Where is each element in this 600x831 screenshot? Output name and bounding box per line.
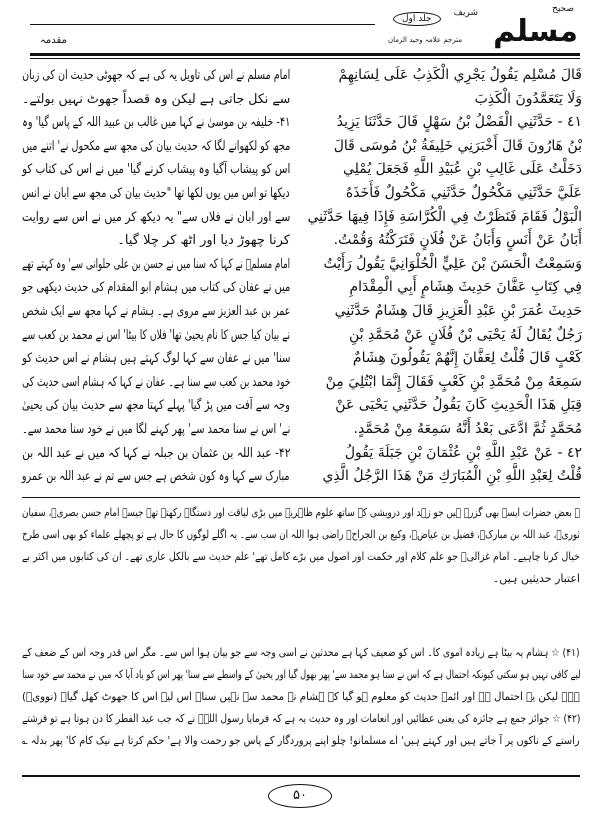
arabic-line-text: كَعْبٍ قَالَ قُلْتُ لِعَفَّانَ إِنَّهُمْ يَقُولُونَ هِشَامٌ	[352, 350, 582, 367]
header-thin-rule	[30, 58, 580, 59]
footnote-general	[22, 502, 580, 590]
arabic-line-text: مُحَمَّدٍ ثُمَّ ادَّعَى بَعْدُ أَنَّهُ سَمِعَهُ مِنْ مُحَمَّدٍ.	[353, 420, 582, 437]
arabic-line	[300, 88, 582, 112]
translator-line: مترجم علامہ وحید الزمان	[388, 36, 463, 44]
urdu-line	[22, 324, 290, 348]
arabic-line	[300, 465, 582, 489]
arabic-line-text: وَسَمِعْتُ الْحَسَنَ بْنَ عَلِيٍّ الْحُلْوَانِيَّ يَقُولُ رَأَيْتُ	[323, 255, 582, 272]
header-thick-rule	[30, 53, 580, 56]
arabic-line-text: سَمِعَهُ مِنْ مُحَمَّدِ بْنِ كَعْبٍ فَقَالَ إِنَّمَا ابْتُلِيَ مِنْ	[325, 373, 582, 390]
footnote-line	[22, 642, 580, 664]
urdu-line-text: ۴۲- عبد اللہ بن عثمان بن جبلہ نے کہا کہ میں نے عبد اللہ بن	[21, 445, 290, 461]
footnote-line	[22, 686, 580, 708]
arabic-line-text: رَجُلٌ يُقَالُ لَهُ يَحْيَى بْنُ فُلَانٍ عَنْ مُحَمَّدِ بْنِ	[348, 326, 582, 343]
footnote-line-text: لیے کافی نہیں ہو سکتی کیونکہ احتمال ہے کہ اس نے سنا ہو محمد سے' پھر بھول گیا اور یحییٰ کے واسطے سے سنا' پھر اس کو یاد آیا کہ میں نے محمد سے خود سنا	[21, 668, 580, 681]
footnote-line-text: راستے کے ناکوں پر آ جاتے ہیں اور کہتے ہیں' اے مسلمانو! چلو اپنے پروردگار کے پاس جو رحمت والا ہے' حکم کرتا ہے نیک کام کا' پھر بدلہ ؎	[22, 734, 580, 747]
urdu-line-text: وجہ سے آفت میں پڑ گیا' پہلے کہتا مجھ سے حدیث بیان کی یحییٰ	[22, 398, 290, 414]
arabic-line	[300, 206, 582, 230]
footnote-line	[22, 546, 580, 568]
urdu-line-text: سے نکل جاتی ہے لیکن وہ قصداً جھوٹ نہیں بولتے۔	[21, 91, 290, 107]
urdu-line-text: مبارک سے کہا وہ کون شخص ہے جس سے تم نے عبد اللہ بن عمرو	[22, 469, 290, 485]
arabic-line	[300, 418, 582, 442]
arabic-line-text: بْنُ هَارُونَ قَالَ أَخْبَرَنِي خَلِيفَةُ بْنُ مُوسَى قَالَ	[333, 137, 582, 154]
urdu-line-text: خود محمد بن کعب سے سنا ہے۔ عفان نے کہا کہ ہشام اسی حدیث کی	[21, 374, 290, 390]
arabic-line	[300, 229, 582, 253]
footnote-line	[22, 708, 580, 730]
urdu-line	[22, 182, 290, 206]
arabic-line	[300, 111, 582, 135]
urdu-line-text: مجھ کو لکھوانے لگا کہ حدیث بیان کی مجھ سے مکحول نے' اتنے میں	[21, 138, 290, 154]
footnote-line	[22, 664, 580, 686]
footnote-line-text: خیال کرنا چاہیے۔ امام غزالیؒ جو علم کلام اور حکمت اور اصول میں بڑے کامل تھے' علم حدیث سے بالکل عاری تھے۔ ان کی کتابوں میں اکثر بے	[22, 550, 580, 563]
arabic-line-text: وَلَا يَتَعَمَّدُونَ الْكَذِبَ	[474, 90, 582, 107]
urdu-line	[22, 253, 290, 277]
header-top-rule	[30, 24, 375, 25]
arabic-line	[300, 135, 582, 159]
urdu-line	[22, 158, 290, 182]
arabic-line	[300, 64, 582, 88]
arabic-line	[300, 324, 582, 348]
urdu-line	[22, 276, 290, 300]
arabic-line	[300, 347, 582, 371]
urdu-line	[22, 394, 290, 418]
urdu-line-text: اس کو پیشاب آگیا وہ پیشاب کرنے گیا' میں نے اس کی کتاب کو	[21, 162, 290, 178]
urdu-line-text: نے' اس نے سنا محمد سے' پھر کہنے لگا میں نے خود سنا محمد سے۔	[21, 421, 290, 437]
arabic-line-text: قِبَلِ هَذَا الْحَدِيثِ كَانَ يَقُولُ حَدَّثَنِي يَحْيَى عَنْ	[335, 397, 582, 414]
arabic-line	[300, 253, 582, 277]
footnote-line-text: (۴۲) ☆ جوائز جمع ہے جائزہ کی یعنی عطائیں اور انعامات اور وہ حدیث یہ ہے کہ فرمایا رسول اللہؐ نے کہ جب عید الفطر کا دن ہوتا ہے تو فرشتے	[21, 712, 580, 725]
urdu-line	[22, 206, 290, 230]
arabic-text-column	[300, 64, 582, 489]
urdu-line-text: کرنا چھوڑ دیا اور اٹھ کر چلا گیا۔	[117, 233, 290, 249]
footnote-line	[22, 524, 580, 546]
urdu-line	[22, 300, 290, 324]
book-suffix: شریف	[453, 8, 478, 18]
arabic-line	[300, 442, 582, 466]
footer-thick-rule	[22, 775, 580, 777]
arabic-line-text: قُلْتُ لِعَبْدِ اللَّهِ بْنِ الْمُبَارَكِ مَنْ هَذَا الرَّجُلُ الَّذِي	[322, 468, 582, 485]
urdu-translation-column	[22, 64, 290, 489]
footnote-rule	[22, 497, 580, 498]
arabic-line-text: عَلَيَّ حَدَّثَنِي مَكْحُولٌ حَدَّثَنِي مَكْحُولٌ فَأَخَذَهُ	[345, 184, 582, 201]
footnote-line	[22, 568, 580, 590]
book-title: مسلم	[493, 14, 578, 49]
urdu-line	[22, 371, 290, 395]
urdu-line	[22, 111, 290, 135]
book-logo	[388, 6, 578, 54]
section-title: مقدمہ	[40, 35, 67, 46]
arabic-line	[300, 158, 582, 182]
urdu-line	[22, 465, 290, 489]
footnote-line-text: ؎ بعض حضرات ایسے بھی گزرے ہیں جو زہد اور درویشی کے ساتھ علوم ظاہریہ میں بڑی لیاقت اور دستگاہ رکھتے تھے جیسے امام حسن بصریؒ، سفیان	[22, 506, 580, 519]
volume-badge: جلد اول	[393, 12, 441, 26]
urdu-line	[22, 135, 290, 159]
arabic-line-text: قَالَ مُسْلِم يَقُولُ يَجْرِي الْكَذِبُ عَلَى لِسَانِهِمْ	[338, 67, 582, 83]
urdu-line	[22, 418, 290, 442]
footnote-line-text: ہے۔ لیکن یہ احتمال ہے اور ائمہ حدیث کو معلوم ہو گیا کہ ہشام نے محمد سے نہیں سنا۔ اس لیے اس کا جھوٹ کھل گیا۔ (نوویؒ)	[22, 690, 580, 703]
footnote-line-text: ثوریؒ، عبد اللہ بن مبارکؒ، فضیل بن عیاضؒ، وکیع بن الجراحؒ راضی ہوا اللہ ان سب سے۔ یہ اگلے لوگوں کا حال ہے تو پچھلے علماء کو بھی اسی طرح	[22, 528, 580, 541]
urdu-line-text: عمر بن عبد العزیز سے مروی ہے۔ ہشام نے کہا مجھ سے ایک شخص	[21, 303, 290, 319]
arabic-line-text: الْبَوْلُ فَقَامَ فَنَظَرْتُ فِي الْكُرَّاسَةِ فَإِذَا فِيهَا حَدَّثَنِي	[307, 208, 582, 225]
arabic-line	[300, 300, 582, 324]
urdu-line-text: امام مسلمؒ نے کہا کہ سنا میں نے حسن بن علی حلوانی سے' وہ کہتے تھے	[21, 256, 290, 272]
footnote-hadith-notes	[22, 642, 580, 752]
urdu-line-text: میں نے عفان کی کتاب میں ہشام ابو المقدام کی حدیث دیکھی جو	[21, 280, 290, 296]
arabic-line-text: فِي كِتَابِ عَفَّانَ حَدِيثَ هِشَامٍ أَبِي الْمِقْدَامِ	[349, 279, 582, 296]
arabic-line	[300, 371, 582, 395]
urdu-line-text: سے اور ابان نے فلاں سے" یہ دیکھ کر میں نے اس سے روایت	[21, 209, 290, 225]
urdu-line-text: نے بیان کیا جس کا نام یحییٰ تھا' فلاں کا بیٹا' اس نے محمد بن کعب سے	[21, 327, 290, 343]
page-number: ۵۰	[268, 784, 332, 808]
arabic-line	[300, 394, 582, 418]
urdu-line-text: امام مسلم نے اس کی تاویل یہ کی ہے کہ جھوٹی حدیث ان کی زبان	[21, 68, 290, 83]
urdu-line	[22, 88, 290, 112]
arabic-line-text: ٤١ - حَدَّثَنِي الْفَضْلُ بْنُ سَهْلٍ قَالَ حَدَّثَنَا يَزِيدُ	[336, 114, 582, 131]
footnote-line-text: اعتبار حدیثیں ہیں۔	[492, 572, 580, 585]
footnote-line	[22, 502, 580, 524]
arabic-line	[300, 276, 582, 300]
urdu-line	[22, 347, 290, 371]
urdu-line	[22, 64, 290, 88]
arabic-line-text: أَبَانُ عَنْ أَنَسٍ وَأَبَانُ عَنْ فُلَانٍ فَتَرَكْتُهُ وَقُمْتُ.	[333, 232, 582, 249]
urdu-line-text: دیکھا تو اس میں یوں لکھا تھا "حدیث بیان کی مجھ سے ابان نے انس	[22, 185, 290, 201]
footnote-line	[22, 730, 580, 752]
arabic-line	[300, 182, 582, 206]
arabic-line-text: ٤٢ - عَنْ عَبْدِ اللَّهِ بْنِ عُثْمَانَ بْنِ جَبَلَةَ يَقُولُ	[344, 444, 582, 461]
urdu-line	[22, 442, 290, 466]
urdu-line-text: سنا' میں نے عفان سے کہا لوگ کہتے ہیں ہشام نے اس حدیث کو	[21, 351, 290, 367]
book-prefix: صحیح	[552, 4, 574, 14]
urdu-line	[22, 229, 290, 253]
arabic-line-text: حَدِيثَ عُمَرَ بْنِ عَبْدِ الْعَزِيزِ قَالَ هِشَامٌ حَدَّثَنِي	[334, 302, 582, 319]
urdu-line-text: ۴۱- خلیفہ بن موسیٰ نے کہا میں غالب بن عبید اللہ کے پاس گیا' وہ	[21, 115, 290, 131]
arabic-line-text: دَخَلْتُ عَلَى غَالِبِ بْنِ عُبَيْدِ اللَّهِ فَجَعَلَ يُمْلِي	[342, 161, 582, 178]
footnote-line-text: (۴۱) ☆ ہشام یہ بیٹا ہے زیادہ اموی کا۔ اس کو ضعیف کہا ہے محدثین نے اسی وجہ سے جو بیان ہوا اس سے۔ مگر اس قدر وجہ اس کے ضعف کے	[22, 646, 580, 659]
